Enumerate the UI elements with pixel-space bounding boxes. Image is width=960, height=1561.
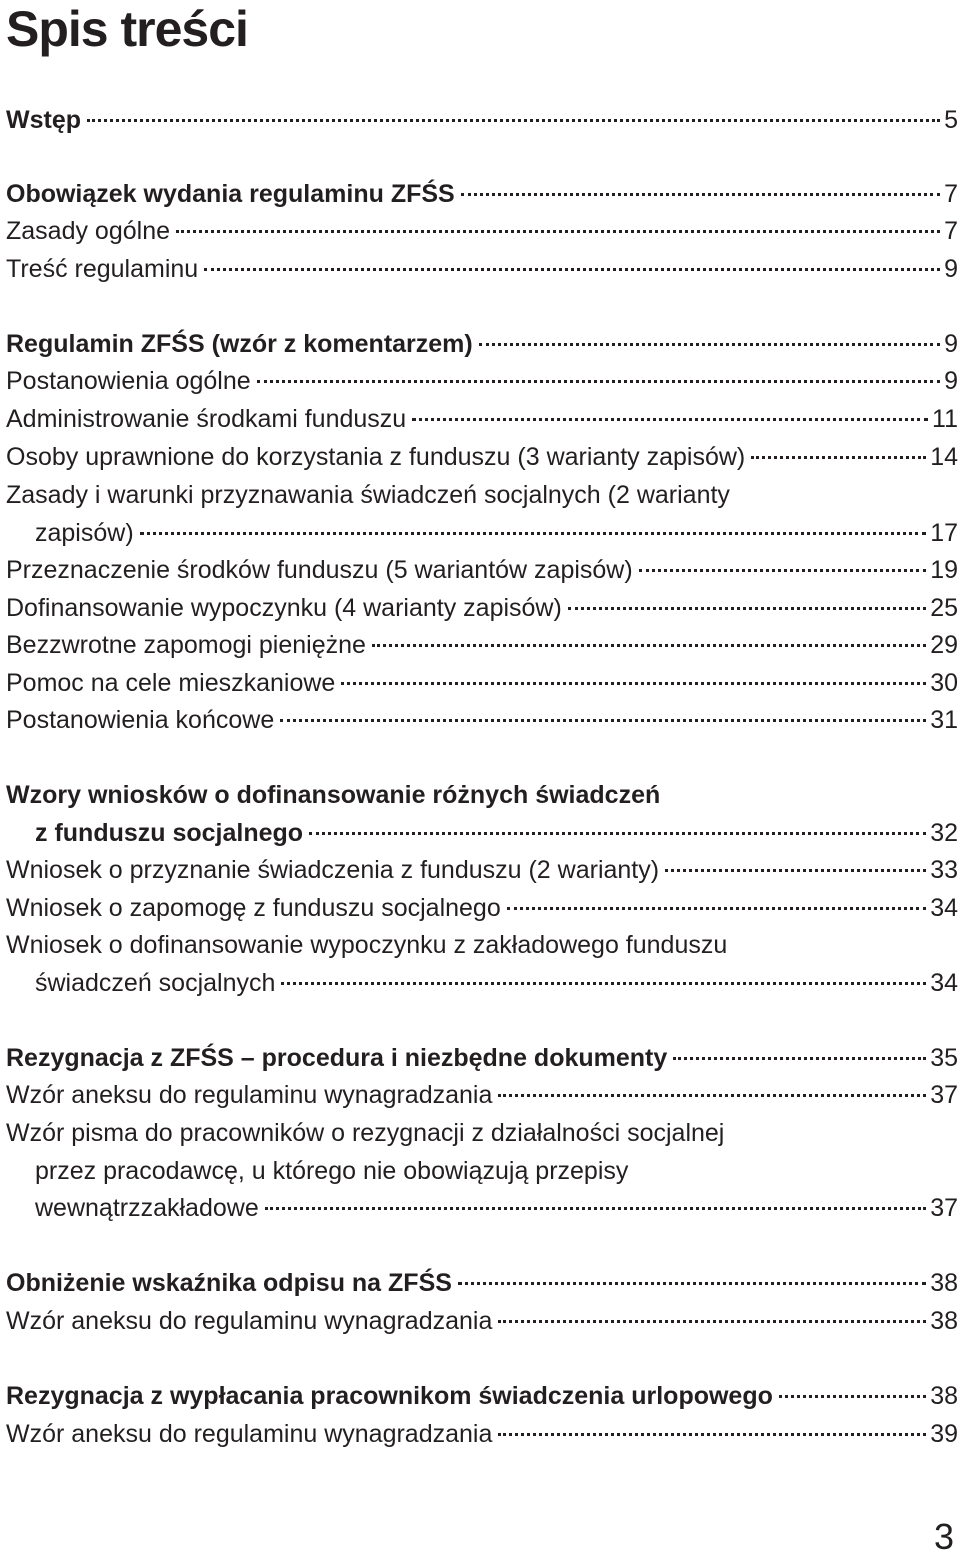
toc-entry-line <box>6 1303 958 1341</box>
toc-entry-title: Postanowienia końcowe <box>6 706 275 734</box>
toc-entry-title: Wniosek o zapomogę z funduszu socjalnego <box>6 894 501 922</box>
toc-entry-title: przez pracodawcę, u którego nie obowiązują przepisy <box>35 1156 629 1185</box>
toc-entry-line <box>6 627 958 665</box>
toc-entry-title: Wzór pisma do pracowników o rezygnacji z działalności socjalnej <box>6 1119 725 1147</box>
dot-leader <box>639 569 927 572</box>
toc-entry <box>6 363 958 401</box>
toc-page-number: 39 <box>930 1420 958 1448</box>
toc-page-number: 19 <box>930 556 958 584</box>
toc-entry-title: Obowiązek wydania regulaminu ZFŚS <box>6 180 455 208</box>
dot-leader <box>341 682 926 685</box>
toc-page-number: 5 <box>944 106 958 134</box>
toc-entry-line <box>6 1040 958 1078</box>
page-number: 3 <box>933 1516 954 1557</box>
toc-page-number: 33 <box>930 856 958 884</box>
toc-entry-line <box>6 213 958 251</box>
toc-entry-title: Pomoc na cele mieszkaniowe <box>6 669 336 697</box>
dot-leader <box>281 982 926 985</box>
toc-entry-title: Dofinansowanie wypoczynku (4 warianty zapisów) <box>6 594 562 622</box>
toc-page-number: 37 <box>930 1081 958 1109</box>
toc-page-number: 34 <box>930 894 958 922</box>
toc-entry-title: Przeznaczenie środków funduszu (5 wariantów zapisów) <box>6 556 633 584</box>
toc-entry <box>6 552 958 590</box>
toc-entry <box>6 477 958 552</box>
dot-leader <box>461 193 940 196</box>
toc-entry-line <box>6 1190 958 1228</box>
dot-leader <box>280 719 926 722</box>
toc-page-number: 38 <box>930 1307 958 1335</box>
dot-leader <box>176 230 940 233</box>
toc-entry-line <box>6 777 958 815</box>
toc-entry-line <box>6 251 958 289</box>
toc-entry <box>6 213 958 251</box>
toc-entry-title: Administrowanie środkami funduszu <box>6 405 407 433</box>
toc-entry-title: Wzór aneksu do regulaminu wynagradzania <box>6 1420 493 1448</box>
dot-leader <box>479 343 940 346</box>
toc-page-number: 7 <box>944 217 958 245</box>
toc-page-number: 31 <box>930 706 958 734</box>
toc-entry-line <box>6 702 958 740</box>
dot-leader <box>204 268 940 271</box>
toc-entry-title: Postanowienia ogólne <box>6 367 251 395</box>
toc-entry-line <box>6 852 958 890</box>
toc-entry-title: Zasady i warunki przyznawania świadczeń socjalnych (2 warianty <box>6 481 730 509</box>
toc-page-number: 9 <box>944 330 958 358</box>
toc-entry <box>6 777 958 852</box>
toc-page-number: 14 <box>930 443 958 471</box>
dot-leader <box>309 832 926 835</box>
toc-page-number: 38 <box>930 1269 958 1297</box>
toc-entry-line <box>6 665 958 703</box>
toc-entry-title: Wzór aneksu do regulaminu wynagradzania <box>6 1307 493 1335</box>
toc-page-number: 9 <box>944 255 958 283</box>
dot-leader <box>265 1207 926 1210</box>
toc-entry-line <box>6 326 958 364</box>
toc-entry-line <box>6 176 958 214</box>
toc-entry <box>6 927 958 1002</box>
toc-entry-line <box>6 1077 958 1115</box>
toc-entry-title: Bezzwrotne zapomogi pieniężne <box>6 631 366 659</box>
toc-entry <box>6 852 958 890</box>
toc-page-number: 34 <box>930 968 958 997</box>
toc-entry-title: Wniosek o dofinansowanie wypoczynku z zakładowego funduszu <box>6 931 728 959</box>
toc-entry <box>6 627 958 665</box>
toc-entry <box>6 1077 958 1115</box>
toc-page-number: 11 <box>932 405 958 433</box>
toc-entry-title: Wzór aneksu do regulaminu wynagradzania <box>6 1081 493 1109</box>
toc-entry-title: zapisów) <box>35 518 134 547</box>
toc-entry-line <box>6 1416 958 1454</box>
toc-page-number: 29 <box>930 631 958 659</box>
dot-leader <box>498 1433 926 1436</box>
toc-page-number: 35 <box>930 1044 958 1072</box>
dot-leader <box>87 119 940 122</box>
toc-entry-line <box>6 815 958 853</box>
toc-page-number: 25 <box>930 594 958 622</box>
toc-entry-line <box>6 1153 958 1191</box>
toc-entry-title: Wniosek o przyznanie świadczenia z funduszu (2 warianty) <box>6 856 660 884</box>
toc-page-number: 38 <box>930 1382 958 1410</box>
toc-entry-title: Zasady ogólne <box>6 217 171 245</box>
toc-entry <box>6 439 958 477</box>
toc-entry <box>6 251 958 289</box>
dot-leader <box>779 1395 926 1398</box>
toc-entry <box>6 1265 958 1303</box>
toc-entry-line <box>6 1115 958 1153</box>
toc-entry-line <box>6 590 958 628</box>
toc-entry-title: wewnątrzzakładowe <box>35 1194 259 1223</box>
toc-page-number: 37 <box>930 1194 958 1223</box>
page-title: Spis treści <box>6 1 248 57</box>
toc-entry-line <box>6 927 958 965</box>
toc-entry-line <box>6 552 958 590</box>
toc-entry-line <box>6 965 958 1003</box>
toc-entry <box>6 1416 958 1454</box>
toc-entry-title: z funduszu socjalnego <box>35 818 304 847</box>
toc-entry <box>6 401 958 439</box>
toc-entry-line <box>6 102 958 140</box>
toc-entry-line <box>6 363 958 401</box>
toc-page-number: 17 <box>930 518 958 547</box>
toc-entry <box>6 590 958 628</box>
toc-entry-line <box>6 439 958 477</box>
dot-leader <box>498 1094 926 1097</box>
dot-leader <box>257 380 940 383</box>
dot-leader <box>665 869 926 872</box>
toc-entry-line <box>6 1265 958 1303</box>
toc-entry <box>6 702 958 740</box>
toc-entry-title: Wstęp <box>6 106 81 134</box>
toc-entry-title: Rezygnacja z ZFŚS – procedura i niezbędne dokumenty <box>6 1044 668 1072</box>
toc-entry <box>6 102 958 140</box>
toc-entry <box>6 1303 958 1341</box>
toc-page-number: 32 <box>930 818 958 847</box>
dot-leader <box>458 1282 926 1285</box>
toc-entry-title: świadczeń socjalnych <box>35 968 276 997</box>
toc-page-number: 7 <box>944 180 958 208</box>
dot-leader <box>673 1057 926 1060</box>
dot-leader <box>568 607 926 610</box>
toc-entry-title: Obniżenie wskaźnika odpisu na ZFŚS <box>6 1269 452 1297</box>
toc-page-number: 30 <box>930 669 958 697</box>
toc-entry <box>6 1040 958 1078</box>
dot-leader <box>751 456 926 459</box>
dot-leader <box>372 644 926 647</box>
toc-entry-title: Rezygnacja z wypłacania pracownikom świadczenia urlopowego <box>6 1382 773 1410</box>
toc-entry-title: Treść regulaminu <box>6 255 199 283</box>
toc-entry-line <box>6 890 958 928</box>
toc-entry-title: Wzory wniosków o dofinansowanie różnych świadczeń <box>6 781 661 809</box>
toc-entry <box>6 326 958 364</box>
toc-page-number: 9 <box>944 367 958 395</box>
toc-entry <box>6 1115 958 1228</box>
toc-entry-line <box>6 401 958 439</box>
toc-entry-title: Osoby uprawnione do korzystania z funduszu (3 warianty zapisów) <box>6 443 746 471</box>
dot-leader <box>140 532 927 535</box>
toc-entry-title: Regulamin ZFŚS (wzór z komentarzem) <box>6 330 473 358</box>
toc-entry <box>6 890 958 928</box>
toc-entry-line <box>6 1378 958 1416</box>
dot-leader <box>507 907 926 910</box>
dot-leader <box>498 1320 926 1323</box>
toc-entry-line <box>6 477 958 515</box>
toc-entry <box>6 665 958 703</box>
dot-leader <box>412 418 928 421</box>
toc-entry <box>6 1378 958 1416</box>
toc-entry <box>6 176 958 214</box>
toc-entry-line <box>6 515 958 553</box>
